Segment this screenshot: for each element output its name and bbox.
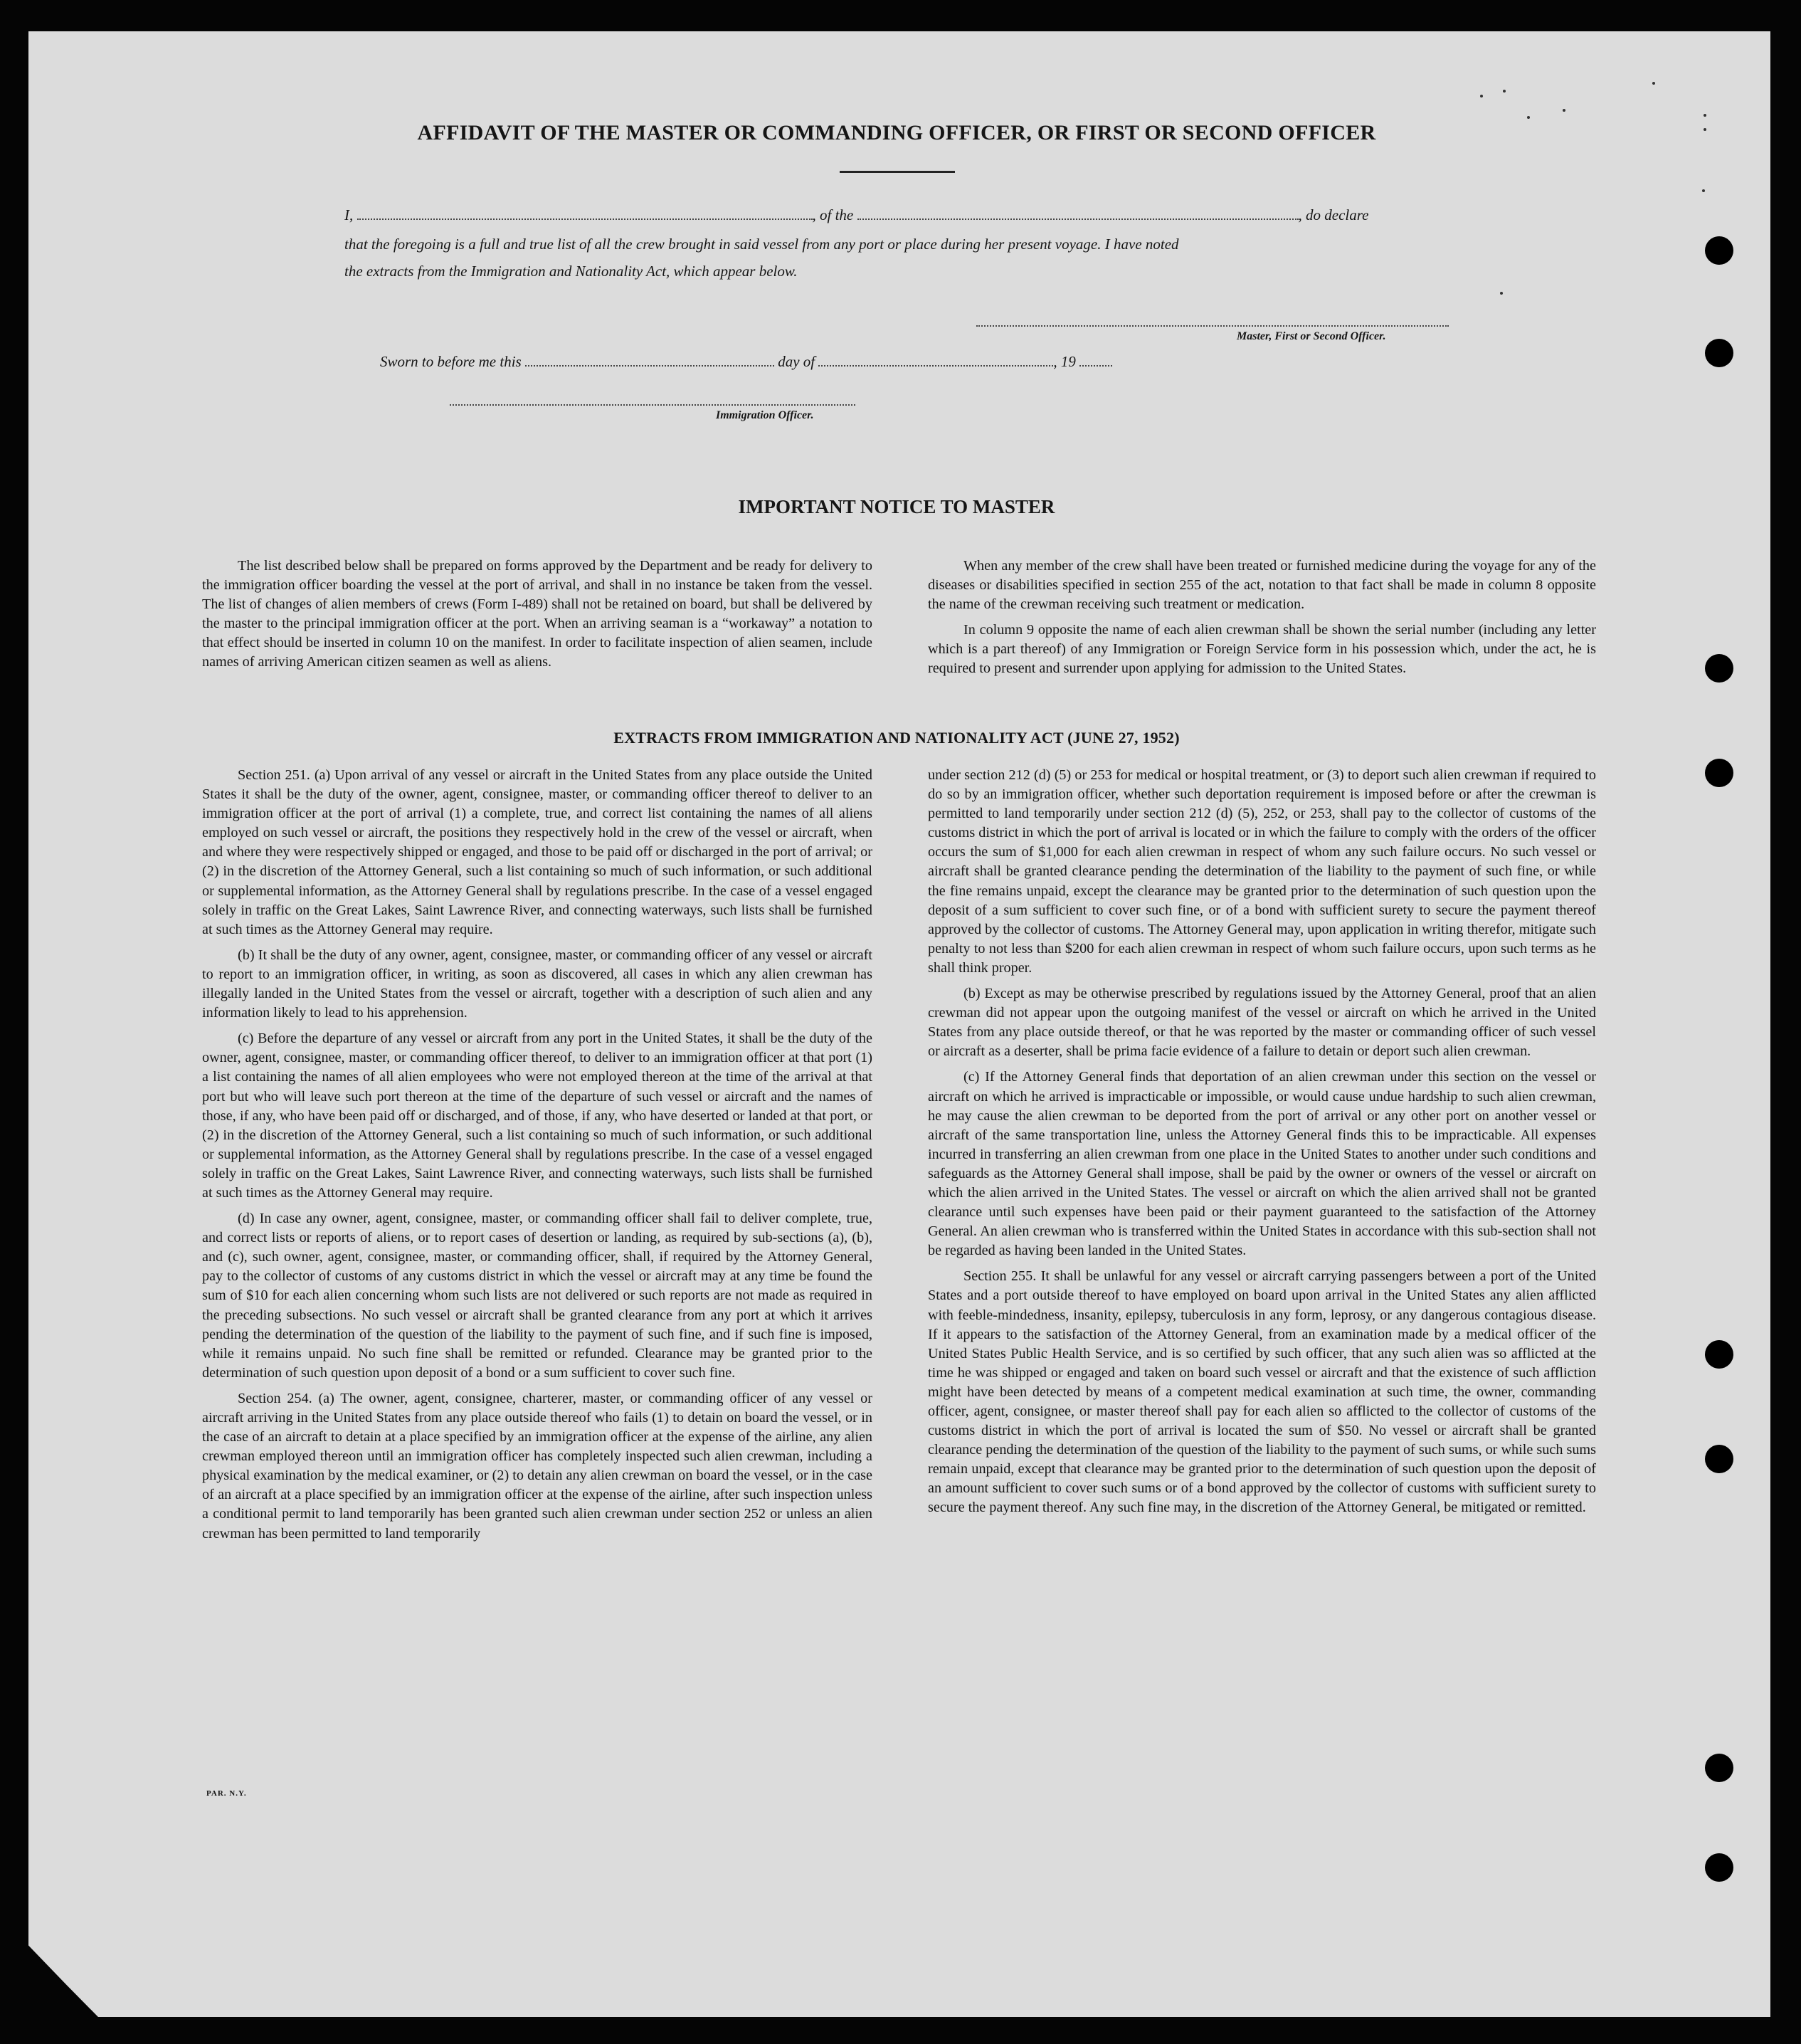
sworn-line — [380, 353, 1112, 371]
sworn-day-of: day of — [778, 353, 815, 370]
binder-hole — [1705, 236, 1733, 265]
declaration-line — [344, 206, 1368, 224]
vessel-field[interactable] — [857, 207, 1299, 220]
notice-title: IMPORTANT NOTICE TO MASTER — [738, 496, 1055, 517]
scan-speck — [1503, 90, 1506, 93]
section-251-a: Section 251. (a) Upon arrival of any vessel or aircraft in the United States from any place outside the United States it shall be the duty of the owner, agent, consignee, master, or commanding officer thereof to deliver to an immigration officer at the port of arrival (1) a complete, true, and correct list containing the names of all aliens employed on such vessel or aircraft, the positions they respectively hold in the crew of the vessel or aircraft, when and where they were respectively shipped or engaged, and those to be paid off or discharged in the port of arrival; or (2) in the discretion of the Attorney General, such a list containing so much of such information, or such additional or supplemental information, as the Attorney General shall by regulations prescribe. In the case of a vessel engaged solely in traffic on the Great Lakes, Saint Lawrence River, and connecting waterways, such lists shall be furnished at such times as the Attorney General may require. — [202, 767, 872, 937]
notice-right-paragraph-1: When any member of the crew shall have been treated or furnished medicine during the voyage for any of the diseases or disabilities specified in section 255 of the act, notation to that fact shall be made in column 8 opposite the name of the crewman receiving such treatment or medication. — [928, 558, 1596, 613]
sworn-year-prefix: , 19 — [1053, 353, 1076, 370]
extracts-title: EXTRACTS FROM IMMIGRATION AND NATIONALITY ACT (JUNE 27, 1952) — [613, 729, 1180, 747]
section-255: Section 255. It shall be unlawful for any vessel or aircraft carrying passengers between a port of the United States and a port outside thereof to have employed on board upon arrival in the United States any alien afflicted with feeble-mindedness, insanity, epilepsy, tuberculosis in any form, leprosy, or any dangerous contagious disease. If it appears to the satisfaction of the Attorney General, from an examination made by a medical officer of the United States Public Health Service, and is so certified by such officer, that any such alien was so afflicted at the time he was shipped or engaged and taken on board such vessel or aircraft and that the existence of such affliction might have been detected by means of a competent medical examination at such time, the owner, commanding officer, agent, consignee, or master thereof shall pay for each alien so afflicted to the collector of customs of the customs district in which the port of arrival is located the sum of $50. No vessel or aircraft shall be granted clearance pending the determination of the question of the liability to the payment of such sums, or while such sums remain unpaid, except that clearance may be granted prior to the determination of such question upon the deposit of an amount sufficient to cover such sums or of a bond approved by the collector of customs with sufficient surety to secure the payment thereof. Any such fine may, in the discretion of the Attorney General, be mitigated or remitted. — [928, 1268, 1596, 1516]
scan-speck — [1652, 82, 1655, 85]
section-254-a-continued: under section 212 (d) (5) or 253 for medical or hospital treatment, or (3) to deport such alien crewman if required to do so by an immigration officer, whether such deportation requirement is imposed before or after the crewman is permitted to land temporarily under section 212 (d) (5), 252, or 253, shall pay to the collector of customs of the customs district in which the port of arrival is located or in which the failure to comply with the orders of the officer occurs the sum of $1,000 for each alien crewman in respect of whom any such failure occurs. No such vessel or aircraft shall be granted clearance pending the determination of the liability to the payment of such fine, or while the fine remains unpaid, except the clearance may be granted prior to the determination of such question upon the deposit of a sum sufficient to cover such fine, or of a bond with sufficient surety to secure the payment thereof approved by the collector of customs. The Attorney General may, upon application in writing therefor, mitigate such penalty to not less than $200 for each alien crewman in respect of whom such failure occurs, upon such terms as he shall think proper. — [928, 767, 1596, 976]
extracts-left-column — [202, 766, 872, 1550]
scan-speck — [1702, 189, 1705, 192]
sworn-label: Sworn to before me this — [380, 353, 522, 370]
notice-right-column — [928, 557, 1596, 685]
binder-hole — [1705, 1754, 1733, 1782]
sworn-date-field[interactable] — [525, 354, 774, 367]
binder-hole — [1705, 1340, 1733, 1369]
sworn-month-field[interactable] — [818, 354, 1053, 367]
notice-right-paragraph-2: In column 9 opposite the name of each alien crewman shall be shown the serial number (including any letter which is a part thereof) of any Immigration or Foreign Service form in his possession which, under the act, he is required to present and surrender upon applying for admission to the United States. — [928, 622, 1596, 677]
declaration-i: I, — [344, 206, 354, 223]
declaration-end: , do declare — [1298, 206, 1369, 223]
scan-speck — [1527, 116, 1530, 119]
title-underline — [840, 171, 955, 173]
section-251-c: (c) Before the departure of any vessel or aircraft from any port in the United States, it shall be the duty of the owner, agent, consignee, master, or commanding officer thereof, to deliver to an immigration officer at that port (1) a list containing the names of all alien employees who were not employed thereon at the time of the arrival at that port but who will leave such port thereon at the time of the departure of such vessel or aircraft and the names of those, if any, who have been paid off or discharged, and of those, if any, who have deserted or landed at that port, or (2) in the discretion of the Attorney General, such a list containing so much of such information, or such additional or supplemental information, as the Attorney General shall by regulations prescribe. In the case of a vessel engaged solely in traffic on the Great Lakes, Saint Lawrence River, and connecting waterways, such lists shall be furnished at such times as the Attorney General may require. — [202, 1031, 872, 1201]
section-251-d: (d) In case any owner, agent, consignee, master, or commanding officer shall fail to deliver complete, true, and correct lists or reports of aliens, or to report cases of desertion or landing, as required by sub-sections (a), (b), and (c), such owner, agent, consignee, master, or commanding officer, shall, if required by the Attorney General, pay to the collector of customs of any customs district in which the vessel or aircraft may at any time be found the sum of $10 for each alien concerning whom such lists are not delivered or such reports are not made as required in the preceding subsections. No such vessel or aircraft shall be granted clearance from any port at which it arrives pending the determination of the question of the liability to the payment of such fine, and if such fine is imposed, while it remains unpaid. No such fine shall be remitted or refunded. Clearance may be granted prior to the determination of such question upon deposit of a bond or a sum sufficient to cover such fine. — [202, 1211, 872, 1381]
extracts-right-column — [928, 766, 1596, 1524]
binder-hole — [1705, 339, 1733, 367]
section-254-c: (c) If the Attorney General finds that deportation of an alien crewman under this section on the vessel or aircraft on which he arrived is impracticable or impossible, or would cause undue hardship to such alien crewman, he may cause the alien crewman to be deported from the port of arrival or any other port on another vessel or aircraft of the same transportation line, unless the Attorney General finds this to be impracticable. All expenses incurred in transferring an alien crewman from one place in the United States to another under such conditions and safeguards as the Attorney General shall impose, shall be paid by the owner or owners of the vessel or aircraft on which the alien arrived in the United States. The vessel or aircraft on which the alien arrived shall not be granted clearance until such expenses have been paid or their payment guaranteed to the satisfaction of the Attorney General. An alien crewman who is transferred within the United States in accordance with this sub-section shall not be regarded as having been landed in the United States. — [928, 1069, 1596, 1259]
binder-hole — [1705, 654, 1733, 683]
scan-speck — [1704, 128, 1706, 131]
section-254-b: (b) Except as may be otherwise prescribed by regulations issued by the Attorney General, proof that an alien crewman did not appear upon the outgoing manifest of the vessel or aircraft on which he arrived in the United States from any place outside thereof, or that he was reported by the master or commanding officer of such vessel or aircraft as a deserter, shall be prima facie evidence of a failure to detain or deport such alien crewman. — [928, 986, 1596, 1060]
declaration-of-the: , of the — [812, 206, 854, 223]
section-251-b: (b) It shall be the duty of any owner, agent, consignee, master, or commanding officer of any vessel or aircraft to report to an immigration officer, in writing, as soon as discovered, all cases in which any alien crewman has illegally landed in the United States from the vessel or aircraft, together with a description of such alien and any information likely to lead to his apprehension. — [202, 947, 872, 1021]
affidavit-title: AFFIDAVIT OF THE MASTER OR COMMANDING OFFICER, OR FIRST OR SECOND OFFICER — [417, 121, 1376, 144]
name-field[interactable] — [357, 207, 813, 220]
officer-signature-caption: Immigration Officer. — [716, 409, 814, 421]
sworn-year-field[interactable] — [1079, 354, 1112, 367]
scan-speck — [1480, 95, 1483, 98]
binder-hole — [1705, 1445, 1733, 1473]
notice-left-paragraph: The list described below shall be prepared on forms approved by the Department and be ready for delivery to the immigration officer boarding the vessel at the port of arrival, and shall in no instance be taken from the vessel. The list of changes of alien members of crews (Form I-489) shall not be retained on board, but shall be delivered by the master to the principal immigration officer at the port. When an arriving seaman is a “workaway” a notation to that effect should be inserted in column 10 on the manifest. In order to facilitate inspection of alien seamen, include names of arriving American citizen seamen as well as aliens. — [202, 558, 872, 670]
printer-code: PAR. N.Y. — [206, 1789, 247, 1798]
scan-speck — [1563, 109, 1565, 112]
master-signature-caption: Master, First or Second Officer. — [1237, 330, 1386, 342]
master-signature-line[interactable] — [976, 324, 1449, 327]
binder-hole — [1705, 1853, 1733, 1882]
declaration-statement-line2: that the foregoing is a full and true list of all the crew brought in said vessel from any port or place during her present voyage. I have noted — [344, 236, 1179, 253]
officer-signature-line[interactable] — [450, 403, 855, 406]
notice-left-column — [202, 557, 872, 679]
declaration-statement-line3: the extracts from the Immigration and Nationality Act, which appear below. — [344, 263, 798, 280]
section-254-a: Section 254. (a) The owner, agent, consignee, charterer, master, or commanding officer of any vessel or aircraft arriving in the United States from any place outside thereof who fails (1) to detain on board the vessel, or in the case of an aircraft to detain at a place specified by an immigration officer at the expense of the airline, any alien crewman employed thereon until an immigration officer has completely inspected such alien crewman, including a physical examination by the medical examiner, or (2) to detain any alien crewman on board the vessel, or in the case of an aircraft at a place specified by an immigration officer at the expense of the airline, after such inspection unless a conditional permit to land temporarily has been granted such alien crewman under section 252 or unless an alien crewman has been permitted to land temporarily — [202, 1390, 872, 1542]
binder-hole — [1705, 759, 1733, 787]
scan-speck — [1500, 292, 1503, 295]
scan-speck — [1704, 114, 1706, 117]
